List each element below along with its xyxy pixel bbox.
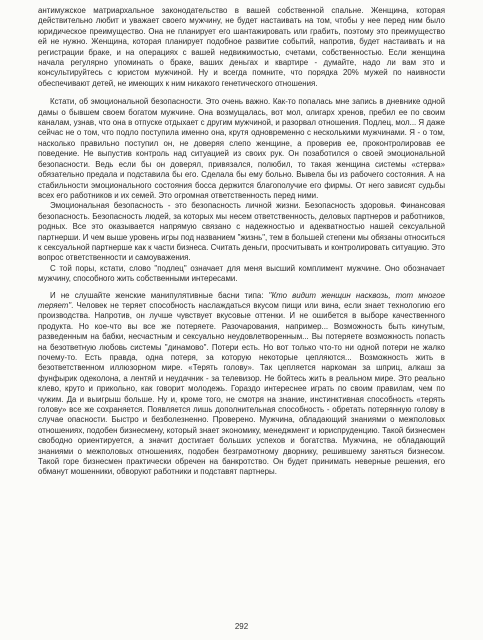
quoted-saying: "Кто видит женщин насквозь, тот многое теряет" — [38, 290, 445, 310]
paragraph-emotional-safety-definition: Эмоциональная безопасность - это безопасность личной жизни. Безопасность здоровья. Финансовая безопасность. Безопасность людей, за которых мы несем ответственность, деловых партнеров и работников, родных. Все это оказывается напрямую связано с надежностью и адекватностью нашей сексуальной партнерши. И чем выше уровень игры под названием "жизнь", тем в большей степени мы обязаны относиться к сексуальной партнерше как к части бизнеса. Считать деньги, просчитывать и контролировать ситуацию. Это вопрос ответственности и самоуважения. — [38, 201, 445, 263]
paragraph-scoundrel-compliment: С той поры, кстати, слово "подлец" означает для меня высший комплимент мужчине. Оно обозначает мужчину, способного жить собственными интересами. — [38, 263, 445, 284]
paragraph-legal-advantage: антимужское матриархальное законодательство в вашей собственной спальне. Женщина, которая действительно любит и уважает своего мужчину, не будет настаивать на том, чтобы у нее перед ним было юридическое преимущество. Она не планирует его шантажировать или грабить, поэтому это преимущество ей не нужно. Женщина, которая планирует подобное развитие событий, напротив, будет настаивать и на регистрации браке, и на операциях с вашей недвижимостью, счетами, собственностью. Если женщина начала регулярно упоминать о браке, ваших деньгах и квартире - думайте, надо ли вам это и консультируйтесь с юристом мужчиной. Ну и всегда помните, что порядка 20% мужей по наивности обеспечивают детей, не имеющих к ним никакого генетического отношения. — [38, 6, 445, 88]
page-number: 292 — [234, 622, 249, 631]
paragraph-spacer — [38, 89, 445, 97]
paragraph-manipulative-fables: И не слушайте женские манипулятивные басни типа: "Кто видит женщин насквозь, тот многое теряет". Человек не теряет способность наслаждаться вкусом пищи или вина, если знает технологию его производства. Напротив, он лучше чувствует вкусовые оттенки. И не ошибется в выборе качественного продукта. Но кое-что вы все же потеряете. Разочарования, например... Возможность быть кинутым, разведенным на бабки, несчастным и сексуально неудовлетворенным... Вы потеряете возможность попасть на безответную любовь системы "динамово". Потери есть. Но вот только что-то ни одной потери не жалко почему-то. Есть правда, одна потеря, за которую некоторые цепляются... Возможность жить в безответственном иллюзорном мире. «Терять голову». Так цепляется наркоман за шприц, алкаш за фунфырик одеколона, а лентяй и неудачник - за телевизор. Не бойтесь жить в реальном мире. Это реально клево, круто и прикольно, как говорит молодежь. Гораздо интереснее играть по своим правилам, чем по чужим. Да и выигрыш больше. Ну и, кроме того, не смотря на знание, инстинктивная способность «терять голову» все же сохраняется. Появляется лишь дополнительная способность - обретать потерянную голову в случае опасности. Быстро и безболезненно. Проверено. Мужчина, обладающий знаниями о межполовых отношениях, подобен бизнесмену, который знает экономику, менеджмент и юриспруденцию. Такой бизнесмен свободно ориентируется, а значит достигает больших успехов и богатства. Мужчина, не обладающий знаниями о межполовых отношениях, подобен безграмотному дворнику, решившему заняться бизнесом. Такой горе бизнесмен практически обречен на банкротство. Он будет принимать неверные решения, его обманут мошенники, обворуют работники и подставят партнеры. — [38, 290, 445, 477]
paragraph-emotional-safety-story: Кстати, об эмоциональной безопасности. Это очень важно. Как-то попалась мне запись в дневнике одной дамы о бывшем своем богатом мужчине. Она возмущалась, вот мол, олигарх хренов, пребил ее по своим каналам, узнав, что она в отпуске отдыхает с другим мужчиной, и разорвал отношения. Подлец, мол... Я даже сейчас не о том, что подло поступила именно она, крутя одновременно с несколькими мужчинами. Я - о том, насколько правильно поступил он, не доверяя слепо женщине, а проверив ее, проконтролировав ее поведение. Не выпустив контроль над ситуацией из своих рук. Он позаботился о своей эмоциональной безопасности. Ведь если бы он доверял, привязался, полюбил, то такая женщина системы «стерва» обязательно предала и подставила бы его. Сделала бы ему больно. Вывела бы из рабочего состояния. А на стабильности эмоционального состояния босса держится благополучие его фирмы. От него зависят судьбы всех его работников и их семей. Это огромная ответственность перед ними. — [38, 97, 445, 200]
